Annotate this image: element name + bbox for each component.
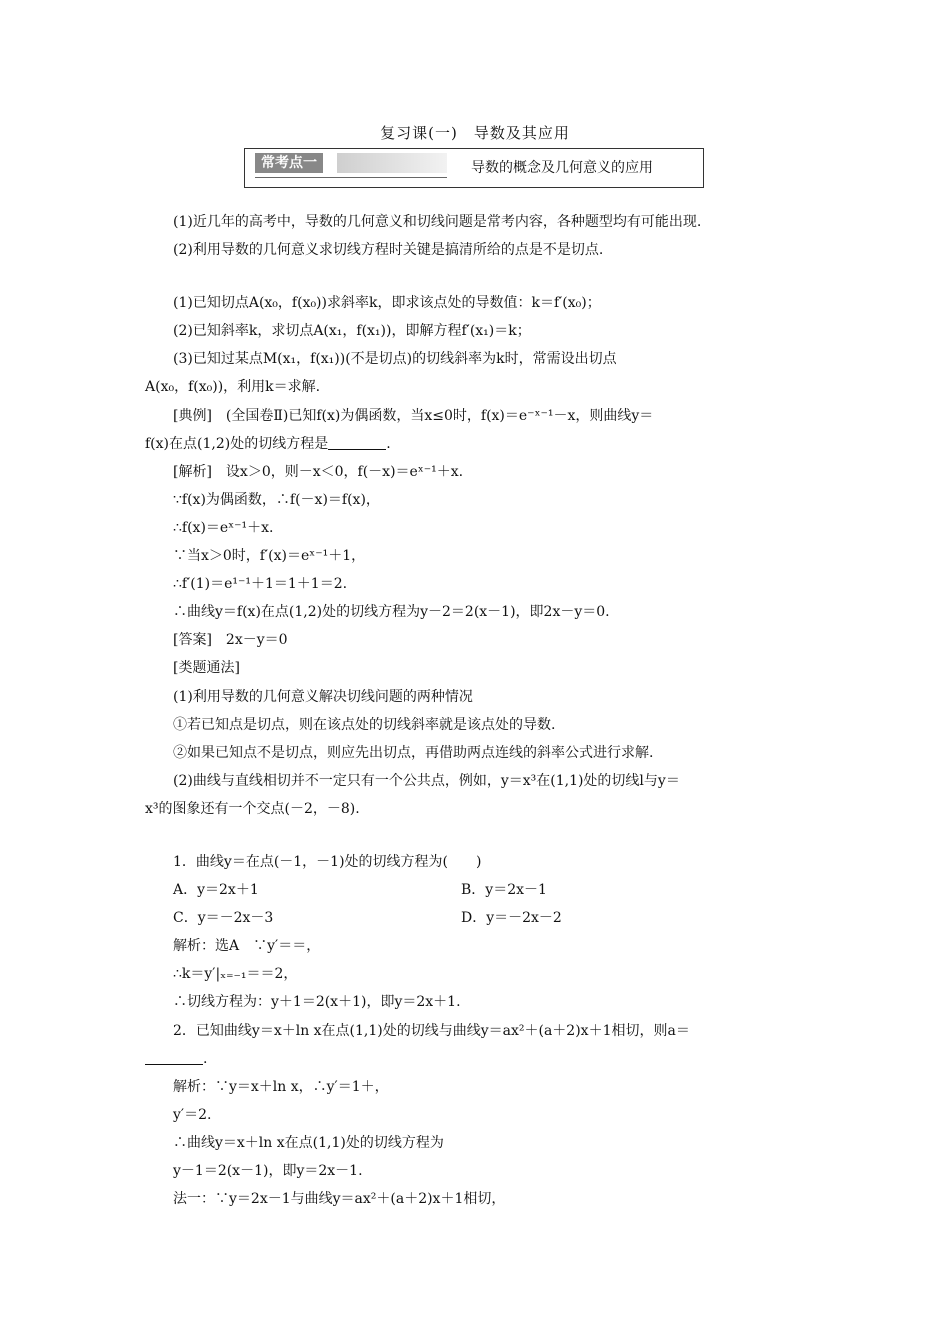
method-line: A(x₀，f(x₀))，利用k＝求解. [145,379,321,396]
solution-line: (1)利用导数的几何意义解决切线问题的两种情况 [173,688,473,705]
solution-line: ②如果已知点不是切点，则应先出切点，再借助两点连线的斜率公式进行求解. [173,744,654,761]
intro-line: (2)利用导数的几何意义求切线方程时关键是搞清所给的点是不是切点. [173,242,604,259]
question-2-analysis: y′＝2. [173,1106,212,1123]
question-1-stem: 1．曲线y＝在点(－1，－1)处的切线方程为( ) [173,853,482,870]
question-1-analysis: 解析：选A ∵y′＝＝， [173,938,321,955]
solution-line: (2)曲线与直线相切并不一定只有一个公共点，例如，y＝x³在(1,1)处的切线l与y＝ [173,772,680,789]
section-tag-decoration [337,153,447,173]
section-tag: 常考点一 [255,153,323,173]
solution-line: [解析] 设x＞0，则－x＜0，f(－x)＝eˣ⁻¹＋x. [173,463,464,480]
answer-blank [328,433,386,450]
question-2-blank-line: . [145,1045,813,1073]
question-2-analysis: 法一：∵y＝2x－1与曲线y＝ax²＋(a＋2)x＋1相切， [173,1191,506,1208]
document-body [145,208,813,1213]
solution-line: ∵当x＞0时，f′(x)＝eˣ⁻¹＋1， [173,548,366,565]
option-a: A．y＝2x＋1 [173,882,259,899]
intro-line: (1)近几年的高考中，导数的几何意义和切线问题是常考内容，各种题型均有可能出现. [173,214,702,230]
example-text: f(x)在点(1,2)处的切线方程是 [145,435,329,452]
question-1-analysis: ∴切线方程为：y＋1＝2(x＋1)，即y＝2x＋1. [173,994,461,1011]
example-line: [典例] (全国卷Ⅱ)已知f(x)为偶函数，当x≤0时，f(x)＝e⁻ˣ⁻¹－x，则曲线y＝ [173,407,654,424]
section-header [244,148,704,188]
question-2-analysis: 解析：∵y＝x＋ln x，∴y′＝1＋， [173,1078,389,1095]
answer-line: [答案] 2x－y＝0 [173,632,288,649]
section-divider [255,177,447,178]
question-1-options-row [145,876,813,904]
page-title: 复习课(一) 导数及其应用 [380,124,570,142]
option-d: D．y＝－2x－2 [461,910,562,927]
question-1-analysis: ∴k＝y′|ₓ₌₋₁＝＝2， [173,966,298,983]
option-b: B．y＝2x－1 [461,882,547,899]
question-2-analysis: ∴曲线y＝x＋ln x在点(1,1)处的切线方程为 [173,1134,444,1151]
solution-line: ∴f(x)＝eˣ⁻¹＋x. [173,519,274,536]
solution-line: ∵f(x)为偶函数，∴f(－x)＝f(x)， [173,491,380,508]
question-2-stem: 2．已知曲线y＝x＋ln x在点(1,1)处的切线与曲线y＝ax²＋(a＋2)x＋1相切，则a＝ [173,1022,690,1039]
method-line: (3)已知过某点M(x₁，f(x₁))(不是切点)的切线斜率为k时，常需设出切点 [173,351,617,368]
solution-line: ∴曲线y＝f(x)在点(1,2)处的切线方程为y－2＝2(x－1)，即2x－y＝0. [173,604,610,621]
section-title: 导数的概念及几何意义的应用 [471,160,653,176]
method-summary-title: [类题通法] [173,660,240,677]
solution-line: ①若已知点是切点，则在该点处的切线斜率就是该点处的导数. [173,716,556,733]
answer-blank [145,1048,203,1065]
solution-line: x³的图象还有一个交点(－2，－8). [145,800,360,817]
method-line: (1)已知切点A(x₀，f(x₀))求斜率k，即求该点处的导数值：k＝f′(x₀)； [173,295,601,312]
question-1-options-row [145,904,813,932]
example-line: f(x)在点(1,2)处的切线方程是 . [145,430,813,458]
solution-line: ∴f′(1)＝e¹⁻¹＋1＝1＋1＝2. [173,576,348,593]
method-line: (2)已知斜率k，求切点A(x₁，f(x₁))，即解方程f′(x₁)＝k； [173,323,531,340]
question-2-analysis: y－1＝2(x－1)，即y＝2x－1. [173,1163,363,1179]
option-c: C．y＝－2x－3 [173,910,274,927]
